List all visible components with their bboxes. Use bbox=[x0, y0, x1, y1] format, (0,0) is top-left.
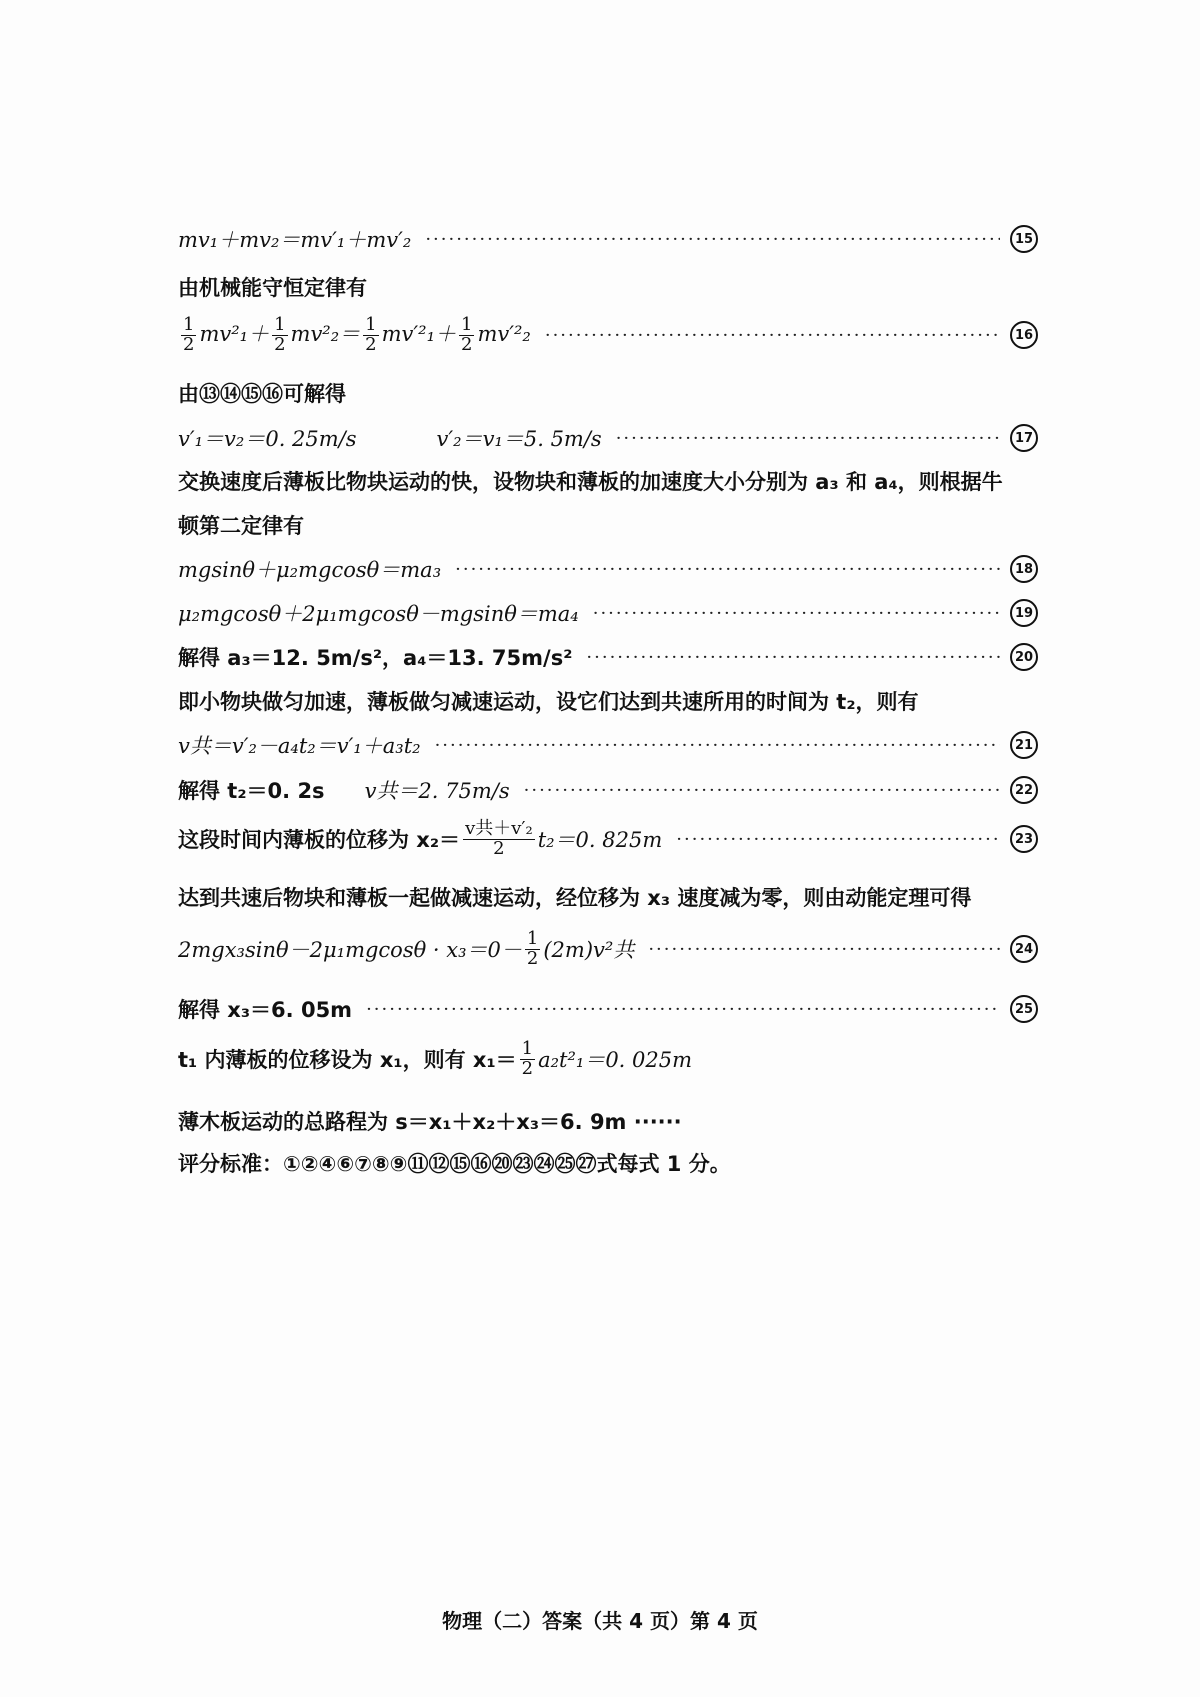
text-content: 达到共速后物块和薄板一起做减速运动，经位移为 x₃ 速度减为零，则由动能定理可得 bbox=[178, 886, 972, 910]
text-content: 交换速度后薄板比物块运动的快，设物块和薄板的加速度大小分别为 a₃ 和 a₄，则根据牛 bbox=[178, 470, 1003, 494]
equation-text: v′₂＝v₁＝5. 5m/s bbox=[436, 427, 602, 451]
equation-24 bbox=[178, 930, 1038, 969]
equation-text: μ₂mgcosθ＋2μ₁mgcosθ－mgsinθ＝ma₄ bbox=[178, 602, 579, 626]
equation-number: 15 bbox=[1010, 225, 1038, 253]
page-footer: 物理（二）答案（共 4 页）第 4 页 bbox=[442, 1609, 758, 1633]
text-content: 解得 t₂＝0. 2s bbox=[178, 779, 325, 803]
equation-22 bbox=[178, 775, 1038, 805]
equation-text: mv₁＋mv₂＝mv′₁＋mv′₂ bbox=[178, 228, 412, 252]
equation-text: mgsinθ＋μ₂mgcosθ＝ma₃ bbox=[178, 558, 442, 582]
fraction: $\frac{1}{2}$ bbox=[521, 1038, 534, 1079]
equation-number: 16 bbox=[1010, 321, 1038, 349]
leader-dots bbox=[425, 229, 1000, 250]
text-content: 解得 a₃＝12. 5m/s²，a₄＝13. 75m/s² bbox=[178, 646, 573, 670]
leader-dots bbox=[524, 780, 1000, 801]
equation-number: 18 bbox=[1010, 555, 1038, 583]
equation-number: 25 bbox=[1010, 995, 1038, 1023]
fraction: $\frac{\text{v共＋v′₂}}{2}$ bbox=[465, 818, 533, 859]
equation-20 bbox=[178, 642, 1038, 672]
leader-dots bbox=[545, 325, 1000, 346]
leader-dots bbox=[435, 735, 1000, 756]
leader-dots bbox=[616, 428, 1000, 449]
equation-17 bbox=[178, 423, 1038, 453]
equation-text: v共＝v′₂－a₄t₂＝v′₁＋a₃t₂ bbox=[178, 734, 421, 758]
leader-dots bbox=[586, 647, 1000, 668]
equation-21 bbox=[178, 730, 1038, 760]
text-content: 这段时间内薄板的位移为 x₂＝ bbox=[178, 828, 461, 853]
equation-25 bbox=[178, 994, 1038, 1024]
text-line bbox=[178, 466, 1038, 496]
leader-dots bbox=[455, 559, 1000, 580]
text-line bbox=[178, 510, 1038, 540]
leader-dots bbox=[648, 939, 1000, 960]
text-line bbox=[178, 1106, 1038, 1136]
equation-15 bbox=[178, 224, 1038, 254]
equation-text: v′₁＝v₂＝0. 25m/s bbox=[178, 427, 357, 451]
equation-number: 20 bbox=[1010, 643, 1038, 671]
text-content: 评分标准：①②④⑥⑦⑧⑨⑪⑫⑮⑯⑳㉓㉔㉕㉗式每式 1 分。 bbox=[178, 1152, 731, 1176]
text-line bbox=[178, 378, 1038, 408]
text-line bbox=[178, 686, 1038, 716]
fraction: $\frac{1}{2}$ bbox=[526, 928, 539, 969]
equation-number: 17 bbox=[1010, 424, 1038, 452]
equation-text: $\frac{1}{2}$ mv²₁＋ $\frac{1}{2}$ mv²₂＝ $\frac{1}{2}$ mv′²₁＋ $\frac{1}{2}$ mv′²₂ bbox=[183, 314, 531, 355]
equation-16 bbox=[178, 316, 1038, 355]
equation-text: 2mgx₃sinθ－2μ₁mgcosθ · x₃＝0－ bbox=[178, 938, 522, 963]
text-content: 由机械能守恒定律有 bbox=[178, 276, 367, 300]
equation-text: v共＝2. 75m/s bbox=[364, 779, 510, 803]
equation-number: 24 bbox=[1010, 935, 1038, 963]
equation-number: 22 bbox=[1010, 776, 1038, 804]
equation-19 bbox=[178, 598, 1038, 628]
text-line bbox=[178, 882, 1038, 912]
leader-dots bbox=[676, 829, 1000, 850]
text-content: t₁ 内薄板的位移设为 x₁，则有 x₁＝ bbox=[178, 1048, 517, 1073]
leader-dots bbox=[366, 999, 1000, 1020]
scoring-standard bbox=[178, 1148, 1038, 1178]
leader-dots bbox=[593, 603, 1000, 624]
text-line bbox=[178, 1040, 1038, 1079]
equation-23 bbox=[178, 820, 1038, 859]
equation-text: (2m)v²共 bbox=[543, 938, 635, 963]
text-content: 顿第二定律有 bbox=[178, 514, 304, 538]
equation-number: 21 bbox=[1010, 731, 1038, 759]
text-content: 薄木板运动的总路程为 s＝x₁＋x₂＋x₃＝6. 9m ······ bbox=[178, 1110, 682, 1134]
text-content: 即小物块做匀加速，薄板做匀减速运动，设它们达到共速所用的时间为 t₂，则有 bbox=[178, 690, 919, 714]
equation-text: a₂t²₁＝0. 025m bbox=[538, 1048, 693, 1073]
text-line bbox=[178, 272, 1038, 302]
equation-number: 19 bbox=[1010, 599, 1038, 627]
text-content: 解得 x₃＝6. 05m bbox=[178, 998, 353, 1022]
text-content: 由⑬⑭⑮⑯可解得 bbox=[178, 382, 346, 406]
equation-number: 23 bbox=[1010, 825, 1038, 853]
equation-text: t₂＝0. 825m bbox=[537, 828, 663, 853]
equation-18 bbox=[178, 554, 1038, 584]
